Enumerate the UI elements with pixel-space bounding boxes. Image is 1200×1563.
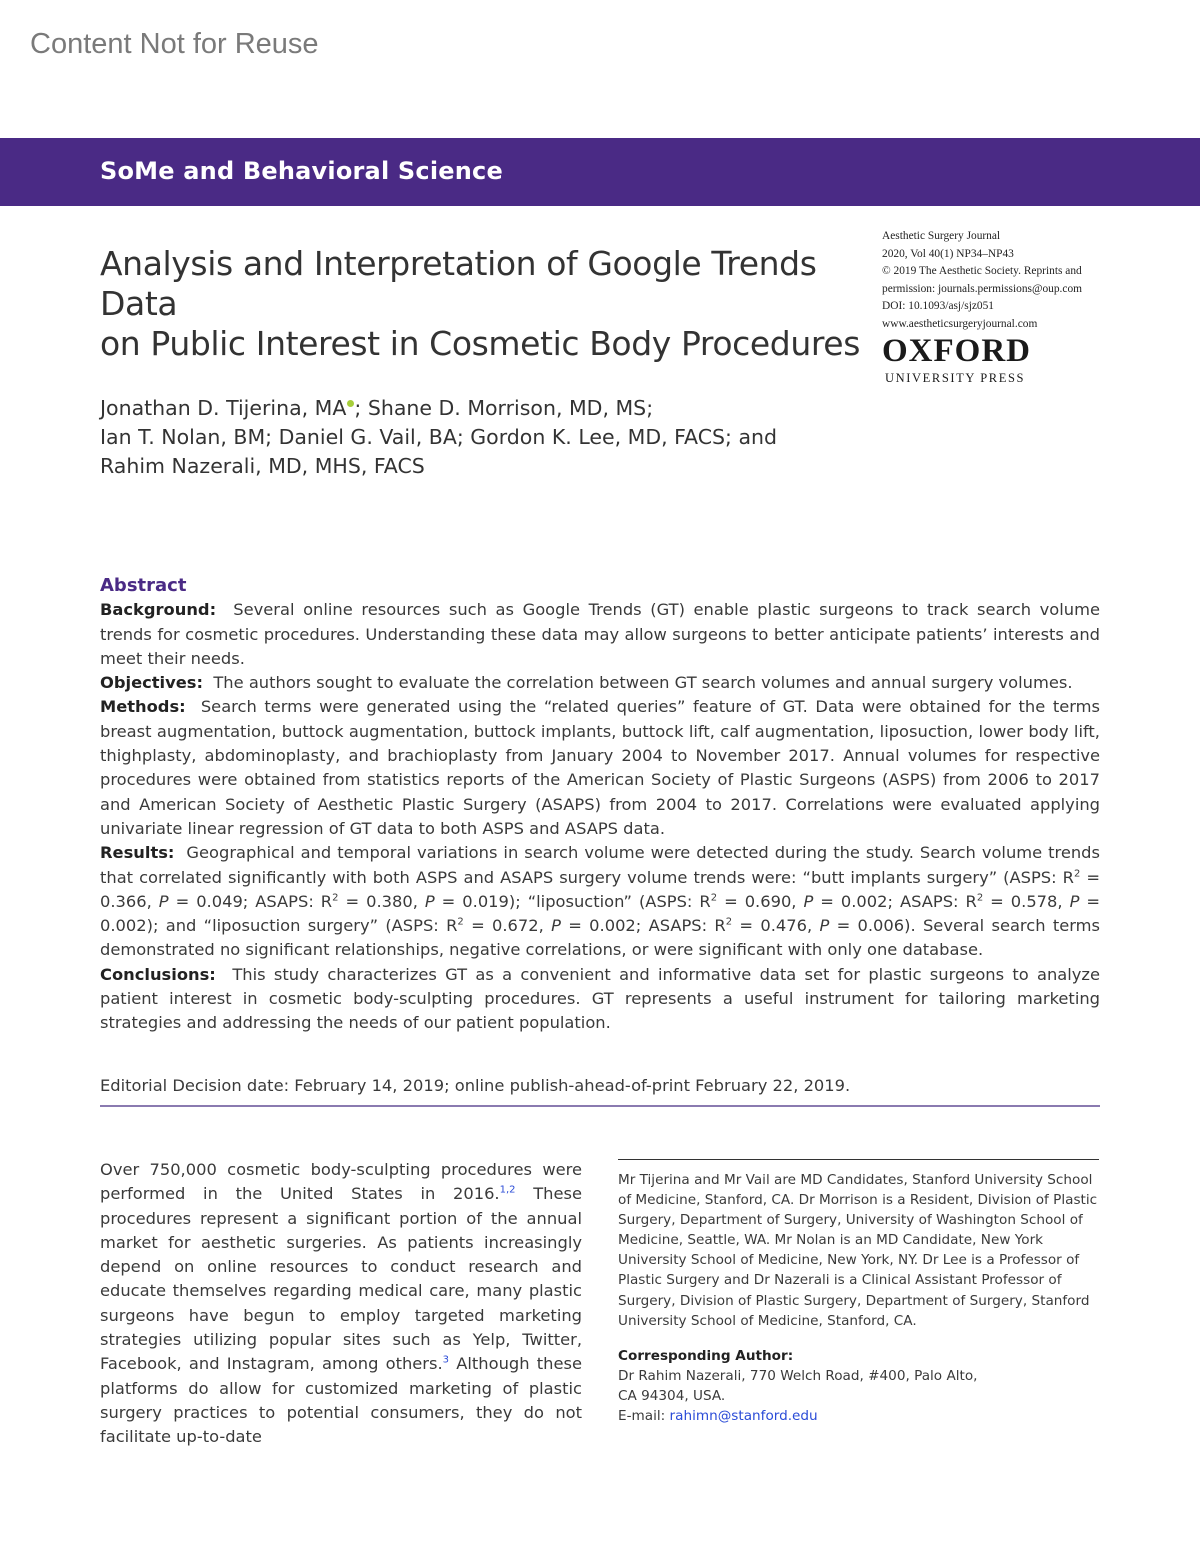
oxford-logo [882, 333, 1031, 386]
corresponding-address: Dr Rahim Nazerali, 770 Welch Road, #400, Palo Alto, [618, 1368, 978, 1385]
superscript: 2 [725, 916, 733, 928]
divider [100, 1105, 1100, 1107]
section-banner [0, 138, 1200, 206]
author-name: Jonathan D. Tijerina, MA [100, 396, 347, 420]
p-value-symbol: P [424, 891, 435, 911]
conclusions-text: This study characterizes GT as a convenient and informative data set for plastic surgeons to analyze patient interest in cosmetic body-sculpting procedures. GT represents a useful instrument for tailoring marketing strategies and addressing the needs of our patient population. [100, 964, 1100, 1033]
author-list [100, 394, 860, 481]
article-title [100, 244, 870, 364]
background-text: Several online resources such as Google Trends (GT) enable plastic surgeons to track search volume trends for cosmetic procedures. Understanding these data may allow surgeons to better anticipate patients’ interests and meet their needs. [100, 600, 1100, 668]
abstract-results [100, 841, 1100, 962]
results-text: Geographical and temporal variations in search volume were detected during the study. Search volume trends that correlated significantly with both ASPS and ASAPS surgery volume trends were: “butt implants surgery” (ASPS: R [100, 843, 1100, 887]
publisher-word: OXFORD [882, 333, 1031, 369]
results-text: = 0.380, [338, 891, 425, 911]
results-text: = 0.002; ASAPS: R [813, 891, 977, 911]
email-label: E-mail: [618, 1408, 670, 1425]
p-value-symbol: P [1069, 891, 1080, 911]
body-text-segment: Although these platforms do allow for customized marketing of plastic surgery practices to potential consumers, they do not facilitate up-to-date [100, 1354, 582, 1447]
corresponding-label: Corresponding Author: [618, 1348, 794, 1364]
journal-copyright: © 2019 The Aesthetic Society. Reprints and [882, 265, 1082, 277]
results-text: = 0.049; ASAPS: R [168, 891, 333, 911]
body-text-segment: Over 750,000 cosmetic body-sculpting procedures were performed in the United States in 2016. [100, 1160, 582, 1204]
divider [618, 1159, 1099, 1160]
p-value-symbol: P [803, 891, 814, 911]
corresponding-address: CA 94304, USA. [618, 1388, 726, 1405]
methods-label: Methods: [100, 697, 186, 717]
results-text: = 0.690, [717, 891, 804, 911]
citation-link[interactable]: 1,2 [499, 1184, 516, 1196]
results-text: = 0.019); “liposuction” (ASPS: R [434, 891, 711, 911]
p-value-symbol: P [819, 916, 830, 936]
superscript: 2 [976, 892, 984, 904]
objectives-text: The authors sought to evaluate the correlation between GT search volumes and annual surgery volumes. [213, 673, 1073, 693]
results-text: = 0.578, [983, 891, 1070, 911]
objectives-label: Objectives: [100, 673, 203, 693]
abstract-conclusions [100, 963, 1100, 1036]
journal-info [882, 228, 1182, 333]
superscript: 2 [710, 892, 718, 904]
abstract-background [100, 598, 1100, 671]
results-text: = 0.002); and “liposuction surgery” (ASPS: R [100, 891, 1101, 936]
author-line: Rahim Nazerali, MD, MHS, FACS [100, 454, 425, 478]
citation-link[interactable]: 3 [442, 1354, 450, 1366]
author-line: Ian T. Nolan, BM; Daniel G. Vail, BA; Gordon K. Lee, MD, FACS; and [100, 425, 778, 449]
abstract-section [100, 574, 1100, 1036]
journal-website: www.aestheticsurgeryjournal.com [882, 317, 1038, 330]
article-title-line: Analysis and Interpretation of Google Trends Data [100, 244, 817, 323]
abstract-methods [100, 695, 1100, 841]
email-link[interactable]: rahimn@stanford.edu [669, 1408, 818, 1425]
results-text: = 0.002; ASAPS: R [560, 916, 726, 936]
p-value-symbol: P [551, 916, 561, 936]
corresponding-email-line [618, 1406, 1100, 1426]
abstract-objectives [100, 671, 1100, 695]
author-affiliations: Mr Tijerina and Mr Vail are MD Candidates, Stanford University School of Medicine, Stanford, CA. Dr Morrison is a Resident, Division of Plastic Surgery, Department of Surgery, University of Washington School of Medicine, Seattle, WA. Mr Nolan is an MD Candidate, New York University School of Medicine, New York, NY. Dr Lee is a Professor of Plastic Surgery and Dr Nazerali is a Clinical Assistant Professor of Surgery, Division of Plastic Surgery, Department of Surgery, Stanford University School of Medicine, Stanford, CA. [618, 1172, 1098, 1329]
results-text: = 0.476, [732, 916, 820, 936]
author-name: ; Shane D. Morrison, MD, MS; [354, 396, 654, 420]
abstract-heading: Abstract [100, 575, 187, 596]
body-text [100, 1158, 582, 1450]
journal-permission: permission: journals.permissions@oup.com [882, 282, 1083, 295]
watermark-text: Content Not for Reuse [30, 28, 319, 60]
results-text: = 0.006). Several search terms demonstrated no significant relationships, negative correlations, or were significant with only one database. [100, 916, 1100, 960]
section-label: SoMe and Behavioral Science [100, 157, 503, 185]
journal-name: Aesthetic Surgery Journal [882, 230, 1001, 242]
superscript: 2 [457, 916, 464, 928]
superscript: 2 [1073, 868, 1081, 880]
superscript: 2 [332, 892, 339, 904]
journal-doi: DOI: 10.1093/asj/sjz051 [882, 300, 994, 312]
results-text: = 0.366, [100, 867, 1100, 911]
journal-volume: 2020, Vol 40(1) NP34–NP43 [882, 247, 1014, 260]
conclusions-label: Conclusions: [100, 964, 216, 984]
results-text: = 0.672, [463, 916, 552, 936]
author-line [100, 394, 860, 423]
editorial-decision: Editorial Decision date: February 14, 2019; online publish-ahead-of-print February 22, 2019. [100, 1076, 851, 1095]
publisher-press: UNIVERSITY PRESS [885, 371, 1026, 385]
body-text-segment: These procedures represent a significant portion of the annual market for aesthetic surgeries. As patients increasingly depend on online resources to conduct research and educate themselves regarding medical care, many plastic surgeons have begun to employ targeted marketing strategies utilizing popular sites such as Yelp, Twitter, Facebook, and Instagram, among others. [100, 1184, 582, 1374]
results-label: Results: [100, 843, 175, 863]
corresponding-author [618, 1346, 1100, 1426]
background-label: Background: [100, 600, 217, 620]
p-value-symbol: P [158, 891, 169, 911]
article-title-line: on Public Interest in Cosmetic Body Procedures [100, 324, 860, 363]
methods-text: Search terms were generated using the “related queries” feature of GT. Data were obtained for the terms breast augmentation, buttock augmentation, buttock implants, buttock lift, calf augmentation, liposuction, lower body lift, thighplasty, abdominoplasty, and brachioplasty from January 2004 to November 2017. Annual volumes for respective procedures were obtained from statistics reports of the American Society of Plastic Surgeons (ASPS) from 2006 to 2017 and American Society of Aesthetic Plastic Surgery (ASAPS) from 2004 to 2017. Correlations were evaluated applying univariate linear regression of GT data to both ASPS and ASAPS data. [100, 697, 1101, 838]
